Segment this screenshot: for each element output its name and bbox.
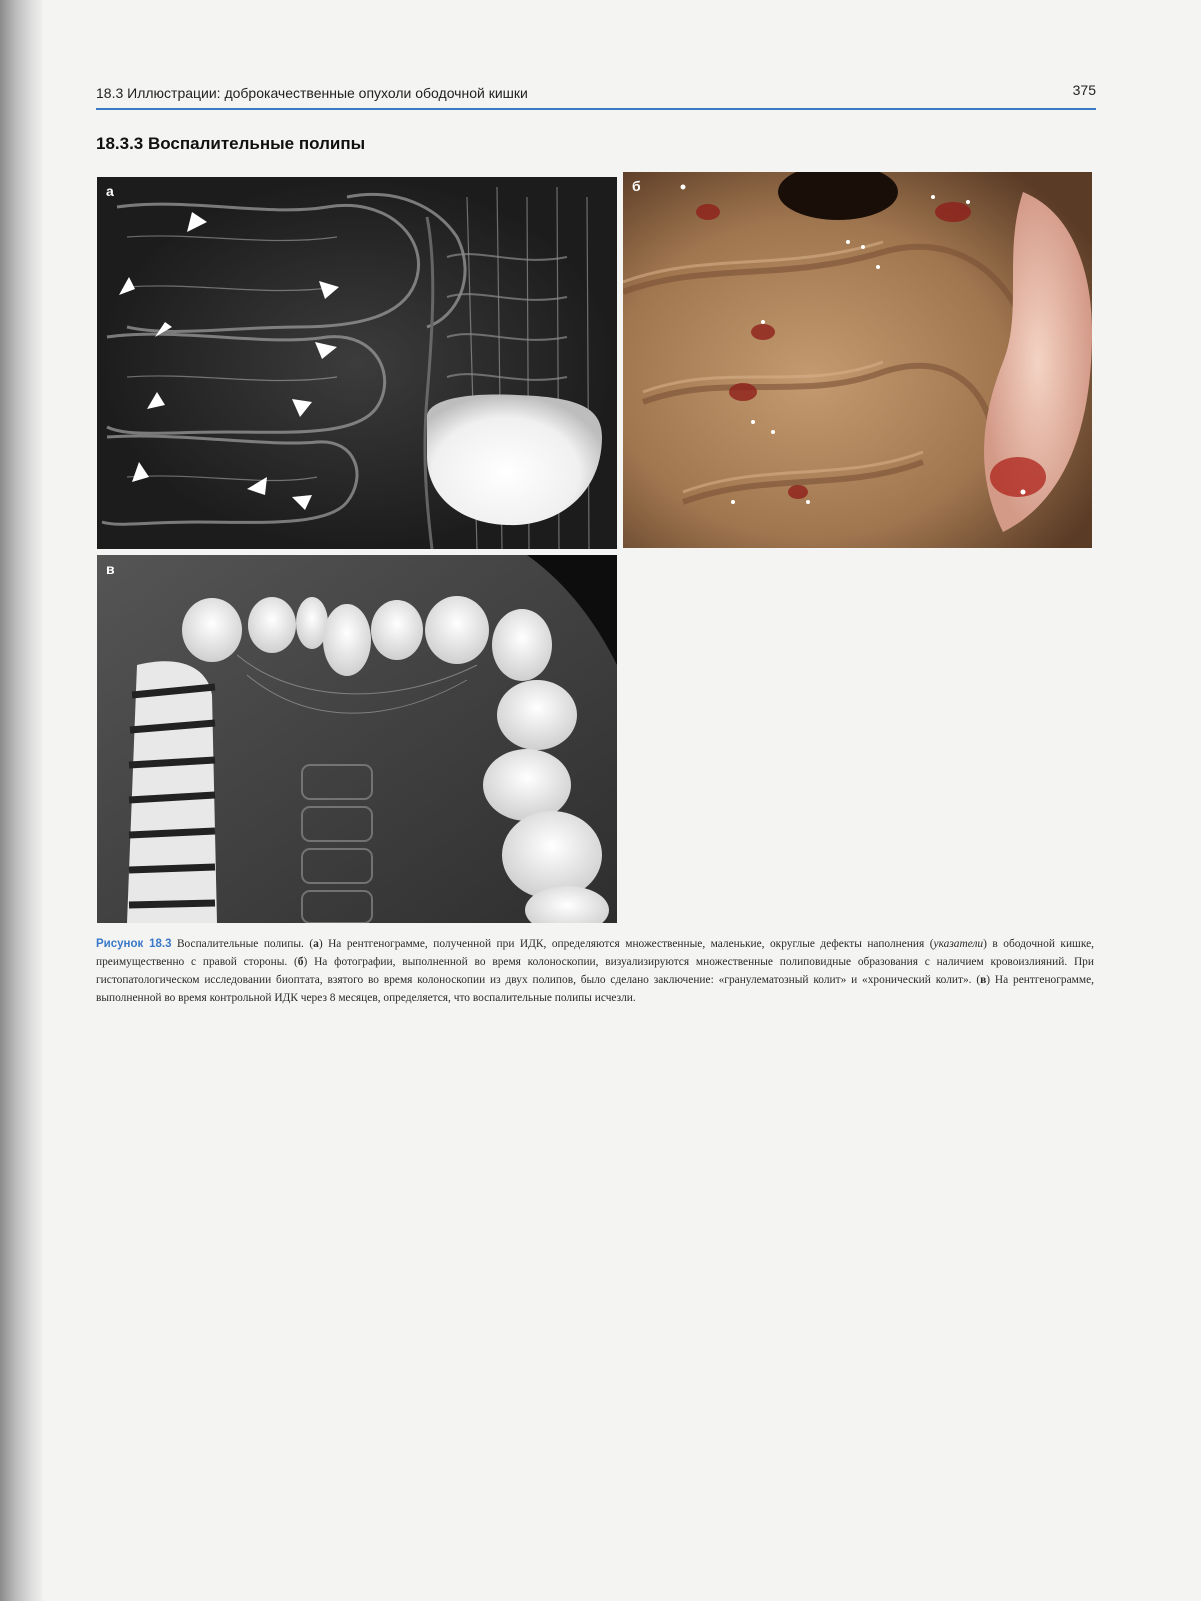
radiograph-a-image [97, 177, 617, 549]
page-binding-shadow [0, 0, 42, 1601]
caption-text-3: ) в ободочной кишке, преимущественно с правой стороны. ( [96, 938, 1094, 968]
caption-text-4: ) На фотографии, выполненной во время колоноскопии, визуализируются множественные полиповидные образования с наличием кровоизлияний. При гистопатологическом исследовании биоптата, взятого во время колоноскопии из двух полипов, было сделано заключение: «гранулематозный колит» и «хронический колит». ( [96, 956, 1094, 986]
running-head-title: 18.3 Иллюстрации: доброкачественные опухоли ободочной кишки [96, 85, 528, 101]
panel-label-b: б [632, 178, 641, 194]
figure-panel-b-endoscopy-photo [623, 172, 1092, 548]
figure-panel-a-radiograph [97, 177, 617, 549]
header-rule [96, 108, 1096, 110]
panel-label-v: в [106, 561, 115, 577]
caption-text-5: ) На рентгенограмме, выполненной во время контрольной ИДК через 8 месяцев, определяется, что воспалительные полипы исчезли. [96, 974, 1094, 1004]
section-heading: 18.3.3 Воспалительные полипы [96, 134, 366, 153]
caption-ref-b: б [297, 956, 304, 968]
panel-label-a: а [106, 183, 114, 199]
running-head [96, 82, 1096, 106]
figure-caption [96, 935, 1094, 1007]
caption-pointers-term: указатели [933, 938, 984, 950]
caption-ref-v: в [980, 974, 987, 986]
caption-ref-a: а [313, 938, 319, 950]
figure-label: Рисунок 18.3 [96, 938, 172, 950]
page-number: 375 [1072, 82, 1096, 98]
endoscopy-image [623, 172, 1092, 548]
caption-text-2: ) На рентгенограмме, полученной при ИДК, определяются множественные, маленькие, округлые дефекты наполнения ( [318, 938, 934, 950]
caption-text-1: Воспалительные полипы. ( [176, 938, 314, 950]
figure-panel-v-radiograph [97, 555, 617, 923]
radiograph-v-image [97, 555, 617, 923]
